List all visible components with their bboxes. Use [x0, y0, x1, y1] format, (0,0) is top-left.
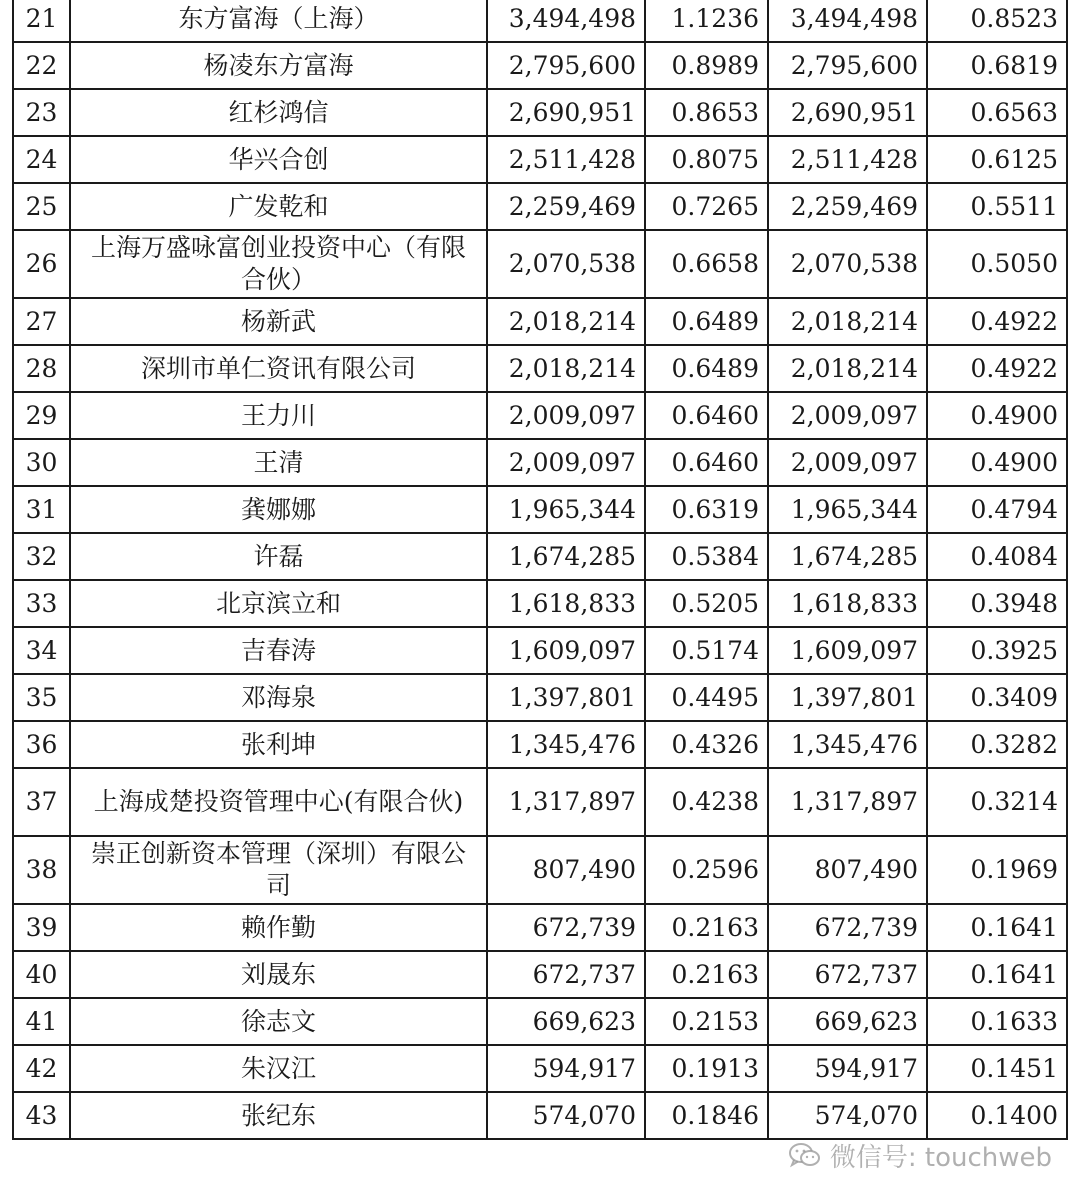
- ratio-after: 0.4900: [927, 439, 1067, 486]
- shares-after: 574,070: [768, 1092, 927, 1139]
- watermark-text: 微信号: touchweb: [829, 1143, 1052, 1173]
- shares-after: 594,917: [768, 1045, 927, 1092]
- ratio-before: 0.5174: [645, 627, 768, 674]
- row-number: 30: [13, 439, 70, 486]
- shareholder-table: [12, 0, 1068, 1140]
- shares-before: 2,018,214: [487, 298, 645, 345]
- ratio-after: 0.6125: [927, 136, 1067, 183]
- shares-before: 2,795,600: [487, 42, 645, 89]
- shareholder-name: 邓海泉: [70, 674, 487, 721]
- row-number: 24: [13, 136, 70, 183]
- row-number: 43: [13, 1092, 70, 1139]
- shares-after: 2,070,538: [768, 230, 927, 298]
- ratio-after: 0.1451: [927, 1045, 1067, 1092]
- shares-after: 1,345,476: [768, 721, 927, 768]
- ratio-before: 0.6489: [645, 345, 768, 392]
- row-number: 39: [13, 904, 70, 951]
- ratio-before: 0.1913: [645, 1045, 768, 1092]
- ratio-before: 0.6319: [645, 486, 768, 533]
- table-row: [13, 439, 1067, 486]
- shares-after: 807,490: [768, 836, 927, 904]
- ratio-after: 0.6563: [927, 89, 1067, 136]
- ratio-before: 0.4495: [645, 674, 768, 721]
- shareholder-name: 上海万盛咏富创业投资中心（有限合伙）: [70, 230, 487, 298]
- ratio-after: 0.6819: [927, 42, 1067, 89]
- ratio-before: 0.6460: [645, 392, 768, 439]
- shares-before: 1,345,476: [487, 721, 645, 768]
- row-number: 37: [13, 768, 70, 836]
- row-number: 34: [13, 627, 70, 674]
- row-number: 29: [13, 392, 70, 439]
- shares-after: 2,018,214: [768, 298, 927, 345]
- row-number: 22: [13, 42, 70, 89]
- shares-before: 2,259,469: [487, 183, 645, 230]
- ratio-after: 0.4084: [927, 533, 1067, 580]
- ratio-before: 0.6658: [645, 230, 768, 298]
- ratio-after: 0.3409: [927, 674, 1067, 721]
- ratio-after: 0.1641: [927, 951, 1067, 998]
- row-number: 42: [13, 1045, 70, 1092]
- ratio-before: 0.6460: [645, 439, 768, 486]
- shares-before: 2,511,428: [487, 136, 645, 183]
- row-number: 25: [13, 183, 70, 230]
- row-number: 21: [13, 0, 70, 42]
- table-row: [13, 230, 1067, 298]
- row-number: 41: [13, 998, 70, 1045]
- shares-after: 2,795,600: [768, 42, 927, 89]
- shares-after: 672,737: [768, 951, 927, 998]
- shares-after: 1,674,285: [768, 533, 927, 580]
- shareholder-name: 朱汉江: [70, 1045, 487, 1092]
- shares-before: 1,609,097: [487, 627, 645, 674]
- shareholder-name: 广发乾和: [70, 183, 487, 230]
- ratio-after: 0.3925: [927, 627, 1067, 674]
- shares-before: 2,018,214: [487, 345, 645, 392]
- shareholder-name: 杨凌东方富海: [70, 42, 487, 89]
- ratio-before: 0.8653: [645, 89, 768, 136]
- table-row: [13, 298, 1067, 345]
- ratio-before: 0.4326: [645, 721, 768, 768]
- shares-before: 807,490: [487, 836, 645, 904]
- table-row: [13, 998, 1067, 1045]
- shares-before: 2,070,538: [487, 230, 645, 298]
- shares-before: 2,009,097: [487, 392, 645, 439]
- shares-before: 672,739: [487, 904, 645, 951]
- table-row: [13, 836, 1067, 904]
- shares-before: 1,397,801: [487, 674, 645, 721]
- shares-after: 672,739: [768, 904, 927, 951]
- shares-after: 2,511,428: [768, 136, 927, 183]
- shareholder-name: 深圳市单仁资讯有限公司: [70, 345, 487, 392]
- shareholder-name: 王清: [70, 439, 487, 486]
- row-number: 33: [13, 580, 70, 627]
- row-number: 28: [13, 345, 70, 392]
- shares-after: 1,397,801: [768, 674, 927, 721]
- ratio-before: 0.5205: [645, 580, 768, 627]
- shareholder-name: 吉春涛: [70, 627, 487, 674]
- table-row: [13, 42, 1067, 89]
- wechat-icon: [788, 1142, 822, 1170]
- shares-after: 669,623: [768, 998, 927, 1045]
- table-row: [13, 627, 1067, 674]
- shareholder-name: 王力川: [70, 392, 487, 439]
- ratio-before: 0.1846: [645, 1092, 768, 1139]
- ratio-before: 0.2163: [645, 904, 768, 951]
- ratio-before: 0.4238: [645, 768, 768, 836]
- table-row: [13, 0, 1067, 42]
- ratio-after: 0.4900: [927, 392, 1067, 439]
- shares-after: 2,690,951: [768, 89, 927, 136]
- ratio-before: 1.1236: [645, 0, 768, 42]
- table-row: [13, 345, 1067, 392]
- table-row: [13, 89, 1067, 136]
- shareholder-name: 龚娜娜: [70, 486, 487, 533]
- row-number: 40: [13, 951, 70, 998]
- ratio-after: 0.3948: [927, 580, 1067, 627]
- row-number: 31: [13, 486, 70, 533]
- shareholder-name: 许磊: [70, 533, 487, 580]
- shares-before: 1,618,833: [487, 580, 645, 627]
- shares-before: 3,494,498: [487, 0, 645, 42]
- ratio-before: 0.5384: [645, 533, 768, 580]
- table-row: [13, 951, 1067, 998]
- shareholder-name: 崇正创新资本管理（深圳）有限公司: [70, 836, 487, 904]
- row-number: 35: [13, 674, 70, 721]
- shares-after: 1,317,897: [768, 768, 927, 836]
- ratio-after: 0.1641: [927, 904, 1067, 951]
- shareholder-name: 上海成楚投资管理中心(有限合伙): [70, 768, 487, 836]
- watermark: [788, 1137, 1052, 1174]
- shares-after: 3,494,498: [768, 0, 927, 42]
- ratio-before: 0.2596: [645, 836, 768, 904]
- shares-after: 2,018,214: [768, 345, 927, 392]
- row-number: 26: [13, 230, 70, 298]
- table-row: [13, 721, 1067, 768]
- shares-after: 2,009,097: [768, 392, 927, 439]
- ratio-before: 0.7265: [645, 183, 768, 230]
- ratio-after: 0.1633: [927, 998, 1067, 1045]
- shareholder-name: 杨新武: [70, 298, 487, 345]
- shares-before: 1,965,344: [487, 486, 645, 533]
- table-row: [13, 1092, 1067, 1139]
- ratio-after: 0.3282: [927, 721, 1067, 768]
- ratio-before: 0.8989: [645, 42, 768, 89]
- shares-before: 672,737: [487, 951, 645, 998]
- row-number: 38: [13, 836, 70, 904]
- shares-after: 1,609,097: [768, 627, 927, 674]
- ratio-after: 0.4794: [927, 486, 1067, 533]
- ratio-after: 0.5050: [927, 230, 1067, 298]
- row-number: 23: [13, 89, 70, 136]
- table-body: [13, 0, 1067, 1139]
- shares-after: 1,618,833: [768, 580, 927, 627]
- shareholder-name: 红杉鸿信: [70, 89, 487, 136]
- shares-after: 2,009,097: [768, 439, 927, 486]
- shares-after: 2,259,469: [768, 183, 927, 230]
- ratio-after: 0.1969: [927, 836, 1067, 904]
- table-row: [13, 904, 1067, 951]
- shareholder-name: 刘晟东: [70, 951, 487, 998]
- table-row: [13, 136, 1067, 183]
- ratio-before: 0.2153: [645, 998, 768, 1045]
- ratio-before: 0.8075: [645, 136, 768, 183]
- shareholder-name: 张利坤: [70, 721, 487, 768]
- shares-before: 574,070: [487, 1092, 645, 1139]
- shares-after: 1,965,344: [768, 486, 927, 533]
- ratio-after: 0.5511: [927, 183, 1067, 230]
- shareholder-name: 赖作勤: [70, 904, 487, 951]
- ratio-after: 0.8523: [927, 0, 1067, 42]
- shareholder-name: 徐志文: [70, 998, 487, 1045]
- row-number: 27: [13, 298, 70, 345]
- table-row: [13, 183, 1067, 230]
- shareholder-name: 北京滨立和: [70, 580, 487, 627]
- shares-before: 594,917: [487, 1045, 645, 1092]
- shareholder-name: 张纪东: [70, 1092, 487, 1139]
- row-number: 36: [13, 721, 70, 768]
- ratio-before: 0.2163: [645, 951, 768, 998]
- ratio-after: 0.3214: [927, 768, 1067, 836]
- row-number: 32: [13, 533, 70, 580]
- ratio-after: 0.4922: [927, 298, 1067, 345]
- table-row: [13, 580, 1067, 627]
- shares-before: 1,317,897: [487, 768, 645, 836]
- table-row: [13, 768, 1067, 836]
- shares-before: 669,623: [487, 998, 645, 1045]
- shares-before: 1,674,285: [487, 533, 645, 580]
- table-row: [13, 674, 1067, 721]
- ratio-before: 0.6489: [645, 298, 768, 345]
- shares-before: 2,009,097: [487, 439, 645, 486]
- shareholder-name: 东方富海（上海）: [70, 0, 487, 42]
- table-row: [13, 1045, 1067, 1092]
- table-row: [13, 392, 1067, 439]
- shareholder-name: 华兴合创: [70, 136, 487, 183]
- table-row: [13, 533, 1067, 580]
- ratio-after: 0.4922: [927, 345, 1067, 392]
- table-row: [13, 486, 1067, 533]
- ratio-after: 0.1400: [927, 1092, 1067, 1139]
- shares-before: 2,690,951: [487, 89, 645, 136]
